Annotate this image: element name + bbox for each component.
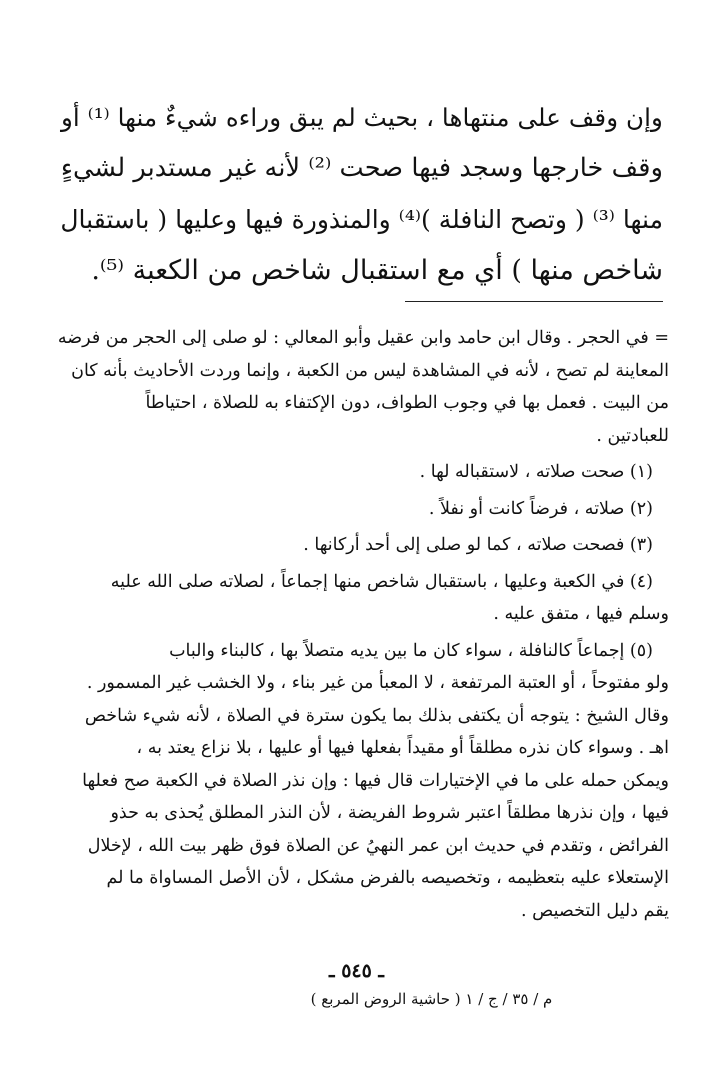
- footnote-line: ويمكن حمله على ما في الإختيارات قال فيها : وإن نذر الصلاة في الكعبة صح فعلها: [82, 770, 669, 791]
- footnote-line: (٢) صلاته ، فرضاً كانت أو نفلاً .: [428, 498, 653, 519]
- footnote-2: [44, 493, 669, 526]
- footer-reference: [0, 990, 713, 1008]
- page-number: ـ ٥٤٥ ـ: [329, 960, 384, 982]
- main-text-line: وقف خارجها وسجد فيها صحت ⁽²⁾ لأنه غير مستدبر لشيءٍ: [60, 153, 663, 183]
- footnote-divider: [405, 301, 663, 302]
- footnotes: [44, 322, 669, 931]
- footnote-line: (١) صحت صلاته ، لاستقباله لها .: [419, 462, 653, 482]
- footnote-3: [44, 529, 669, 562]
- footnote-line: الفرائض ، وتقدم في حديث ابن عمر النهيُ عن الصلاة فوق ظهر بيت الله ، لإخلال: [87, 835, 669, 856]
- footnote-line: اهـ . وسواء كان نذره مطلقاً أو مقيداً بفعلها فيها أو عليها ، بلا نزاع يعتد به ،: [136, 738, 669, 758]
- footnote-line: المعاينة لم تصح ، لأنه في المشاهدة ليس من الكعبة ، وإنما وردت الأحاديث بأنه كان: [71, 360, 669, 381]
- footnote-continuation: [44, 322, 669, 452]
- footnote-line: وسلم فيها ، متفق عليه .: [493, 604, 669, 624]
- footnote-line: (٤) في الكعبة وعليها ، باستقبال شاخص منها إجماعاً ، لصلاته صلى الله عليه: [110, 571, 653, 592]
- footnote-line: من البيت . فعمل بها في وجوب الطواف، دون الإكتفاء به للصلاة ، احتياطاً: [145, 393, 669, 413]
- footnote-line: يقم دليل التخصيص .: [521, 900, 669, 921]
- footnote-1: [44, 456, 669, 489]
- footer-reference-text: م / ٣٥ / ج / ١ ( حاشية الروض المربع ): [310, 990, 553, 1008]
- footnote-line: = في الحجر . وقال ابن حامد وابن عقيل وأبو المعالي : لو صلى إلى الحجر من فرضه: [57, 328, 669, 348]
- main-text-line: شاخص منها ) أي مع استقبال شاخص من الكعبة ⁽⁵⁾.: [91, 255, 663, 286]
- footnote-line: فيها ، وإن نذرها مطلقاً اعتبر شروط الفريضة ، لأن النذر المطلق يُحذى به حذو: [110, 803, 669, 823]
- footnote-line: الإستعلاء عليه بتعظيمه ، وتخصيصه بالفرض مشكل ، لأن الأصل المساواة ما لم: [106, 868, 669, 888]
- footnote-line: (٥) إجماعاً كالنافلة ، سواء كان ما بين يديه متصلاً بها ، كالبناء والباب: [169, 640, 653, 661]
- footnote-5: [44, 635, 669, 928]
- footnote-line: (٣) فصحت صلاته ، كما لو صلى إلى أحد أركانها .: [303, 535, 653, 555]
- main-text: [48, 92, 663, 296]
- main-text-line: وإن وقف على منتهاها ، بحيث لم يبق وراءه شيءٌ منها ⁽¹⁾ أو: [60, 103, 663, 132]
- footnote-line: ولو مفتوحاً ، أو العتبة المرتفعة ، لا المعبأ من غير بناء ، ولا الخشب غير المسمور .: [86, 673, 669, 693]
- footnote-line: للعبادتين .: [596, 425, 669, 446]
- footnote-line: وقال الشيخ : يتوجه أن يكتفى بذلك بما يكون سترة في الصلاة ، لأنه شيء شاخص: [84, 705, 669, 726]
- main-text-line: منها ⁽³⁾ ( وتصح النافلة )⁽⁴⁾ والمنذورة فيها وعليها ( باستقبال: [60, 205, 663, 234]
- footnote-4: [44, 566, 669, 631]
